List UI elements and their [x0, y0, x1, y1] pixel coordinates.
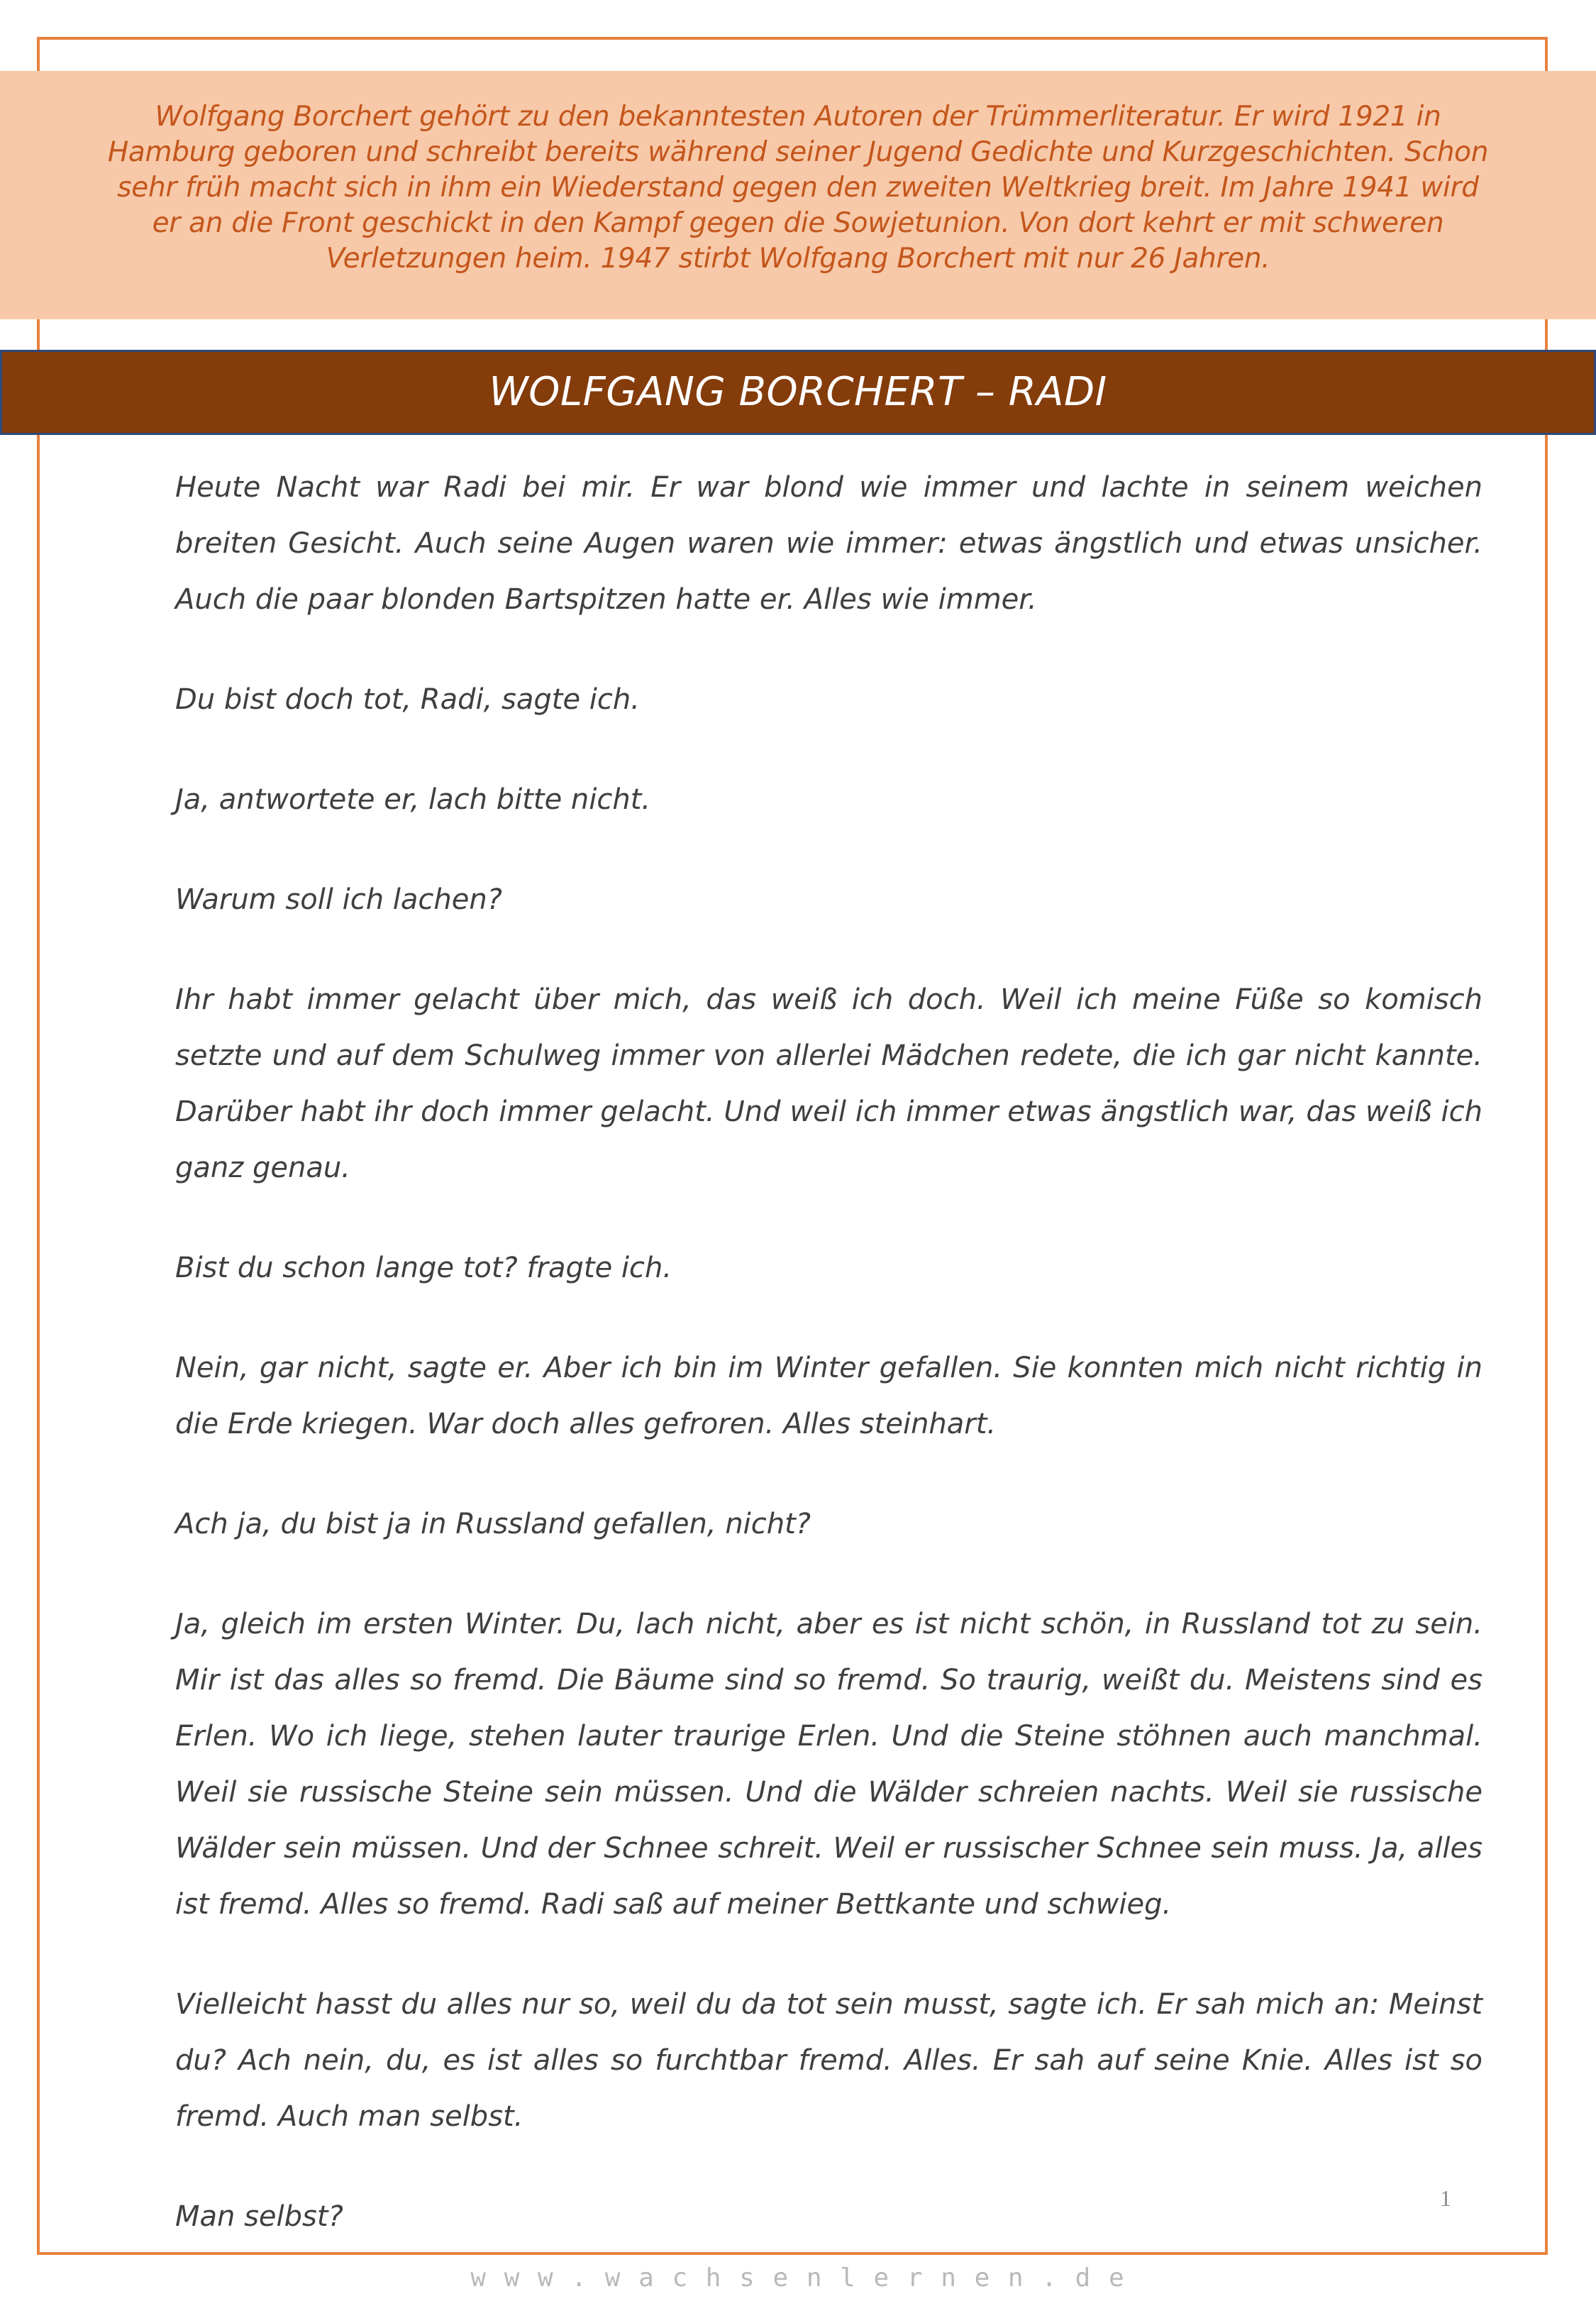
intro-line: Wolfgang Borchert gehört zu den bekanntesten Autoren der Trümmerliteratur. Er wird 1921 in [155, 101, 1441, 133]
story-text [175, 460, 1483, 2289]
page-number: 1 [1440, 2185, 1451, 2211]
story-paragraph: Warum soll ich lachen? [175, 883, 502, 916]
story-paragraph: Man selbst? [175, 2200, 343, 2233]
author-intro-box [0, 71, 1596, 319]
story-paragraph: Ach ja, du bist ja in Russland gefallen, nicht? [175, 1508, 811, 1540]
story-paragraph: Nein, gar nicht, sagte er. Aber ich bin im Winter gefallen. Sie konnten mich nicht richtig in die Erde kriegen. War doch alles gefroren. Alles steinhart. [175, 1352, 1483, 1440]
story-title: WOLFGANG BORCHERT – RADI [0, 350, 1596, 435]
story-paragraph: Du bist doch tot, Radi, sagte ich. [175, 683, 640, 716]
story-paragraph: Ja, antwortete er, lach bitte nicht. [175, 783, 651, 816]
story-paragraph: Heute Nacht war Radi bei mir. Er war blond wie immer und lachte in seinem weichen breiten Gesicht. Auch seine Augen waren wie immer: etwas ängstlich und etwas unsicher. Auch die paar blonden Bartspitzen hatte er. Alles wie immer. [175, 471, 1483, 616]
intro-line: Verletzungen heim. 1947 stirbt Wolfgang Borchert mit nur 26 Jahren. [326, 243, 1270, 275]
story-paragraph: Vielleicht hasst du alles nur so, weil du da tot sein musst, sagte ich. Er sah mich an: Meinst du? Ach nein, du, es ist alles so furchtbar fremd. Alles. Er sah auf seine Knie. Alles ist so fremd. Auch man selbst. [175, 1988, 1483, 2133]
story-paragraph: Ihr habt immer gelacht über mich, das weiß ich doch. Weil ich meine Füße so komisch setzte und auf dem Schulweg immer von allerlei Mädchen redete, die ich gar nicht kannte. Darüber habt ihr doch immer gelacht. Und weil ich immer etwas ängstlich war, das weiß ich ganz genau. [175, 983, 1483, 1184]
story-paragraph: Bist du schon lange tot? fragte ich. [175, 1252, 672, 1284]
intro-line: sehr früh macht sich in ihm ein Wiederstand gegen den zweiten Weltkrieg breit. Im Jahre 1941 wird [117, 172, 1479, 204]
intro-line: Hamburg geboren und schreibt bereits während seiner Jugend Gedichte und Kurzgeschichten. Schon [107, 136, 1489, 168]
intro-line: er an die Front geschickt in den Kampf gegen die Sowjetunion. Von dort kehrt er mit schweren [152, 207, 1444, 239]
footer-website: w w w . w a c h s e n l e r n e n . d e [470, 2263, 1126, 2293]
story-paragraph: Ja, gleich im ersten Winter. Du, lach nicht, aber es ist nicht schön, in Russland tot zu sein. Mir ist das alles so fremd. Die Bäume sind so fremd. So traurig, weißt du. Meistens sind es Erlen. Wo ich liege, stehen lauter traurige Erlen. Und die Steine stöhnen auch manchmal. Weil sie russische Steine sein müssen. Und die Wälder schreien nachts. Weil sie russische Wälder sein müssen. Und der Schnee schreit. Weil er russischer Schnee sein muss. Ja, alles ist fremd. Alles so fremd. Radi saß auf meiner Bettkante und schwieg. [175, 1608, 1483, 1921]
